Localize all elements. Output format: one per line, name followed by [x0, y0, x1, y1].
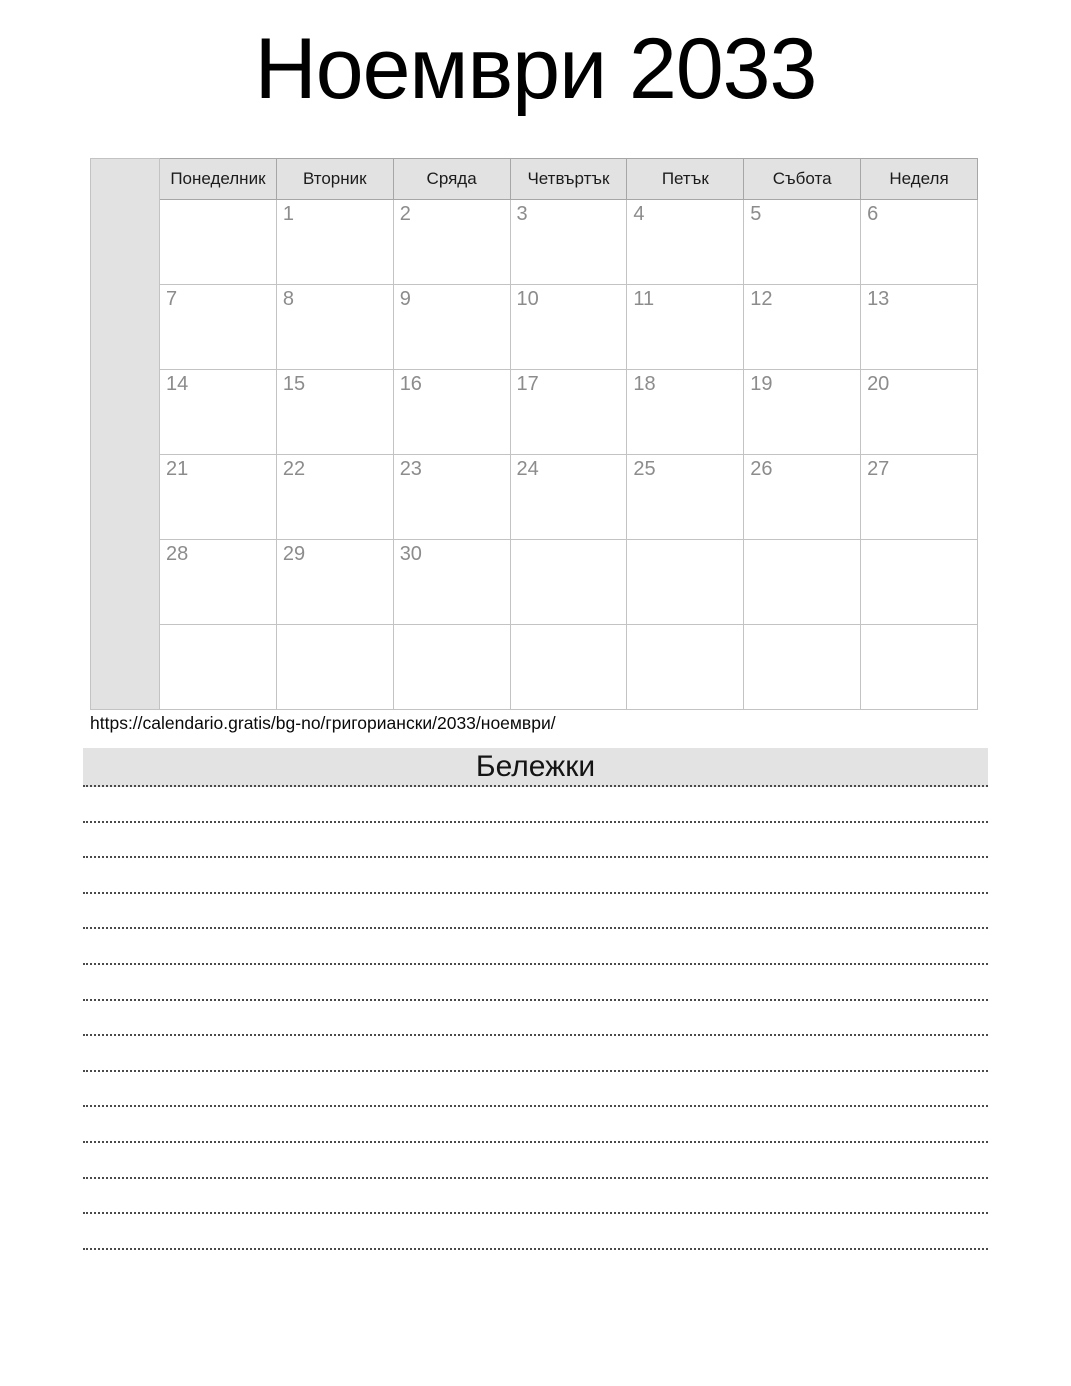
- day-cell: [510, 370, 627, 455]
- note-line: [83, 929, 988, 965]
- day-number: 18: [633, 373, 656, 395]
- day-number: 28: [166, 543, 189, 565]
- day-cell: [393, 370, 510, 455]
- day-number: 9: [399, 288, 411, 310]
- day-cell: [861, 285, 978, 370]
- day-cell: [160, 370, 277, 455]
- day-cell: [744, 200, 861, 285]
- day-cell: [627, 285, 744, 370]
- day-cell: [861, 625, 978, 710]
- notes-header-band: [83, 748, 988, 787]
- note-line: [83, 1214, 988, 1250]
- weekday-header: Вторник: [276, 159, 393, 200]
- day-number: 4: [633, 203, 645, 225]
- day-cell: [160, 625, 277, 710]
- day-cell: [510, 200, 627, 285]
- note-line: [83, 1001, 988, 1037]
- day-number: 11: [633, 288, 655, 310]
- day-cell: [393, 285, 510, 370]
- calendar-header-row: [91, 159, 978, 200]
- weekday-header: Неделя: [861, 159, 978, 200]
- day-cell: [276, 370, 393, 455]
- day-cell: [627, 625, 744, 710]
- calendar-week-row: [91, 370, 978, 455]
- day-cell: [861, 540, 978, 625]
- day-cell: [627, 540, 744, 625]
- day-number: 16: [399, 373, 422, 395]
- calendar-table: [90, 158, 978, 710]
- day-number: 21: [166, 458, 189, 480]
- day-cell: [744, 370, 861, 455]
- note-line: [83, 1143, 988, 1179]
- day-cell: [160, 285, 277, 370]
- notes-title: Бележки: [475, 749, 596, 783]
- day-number: 23: [399, 458, 422, 480]
- day-cell: [744, 285, 861, 370]
- day-cell: [744, 455, 861, 540]
- day-cell: [276, 285, 393, 370]
- day-cell: [276, 540, 393, 625]
- day-number: 27: [867, 458, 890, 480]
- day-cell: [744, 625, 861, 710]
- day-number: 7: [166, 288, 178, 310]
- day-cell: [160, 200, 277, 285]
- calendar-week-row: [91, 625, 978, 710]
- note-line: [83, 787, 988, 823]
- day-number: 12: [750, 288, 773, 310]
- day-cell: [510, 455, 627, 540]
- day-number: 17: [516, 373, 539, 395]
- day-number: 30: [399, 543, 422, 565]
- week-side-column: [91, 159, 160, 710]
- note-line: [83, 1107, 988, 1143]
- day-number: 25: [633, 458, 656, 480]
- day-cell: [627, 370, 744, 455]
- day-cell: [744, 540, 861, 625]
- note-line: [83, 1036, 988, 1072]
- note-line: [83, 823, 988, 859]
- calendar-week-row: [91, 540, 978, 625]
- day-cell: [510, 285, 627, 370]
- day-number: 13: [867, 288, 890, 310]
- note-line: [83, 1179, 988, 1215]
- day-cell: [276, 455, 393, 540]
- day-number: 3: [516, 203, 528, 225]
- day-cell: [393, 540, 510, 625]
- day-number: 29: [282, 543, 306, 565]
- day-cell: [627, 200, 744, 285]
- day-number: 1: [282, 203, 294, 225]
- day-number: 8: [282, 288, 294, 310]
- page-title: Ноември 2033: [254, 21, 817, 117]
- weekday-header: Петък: [627, 159, 744, 200]
- day-number: 10: [516, 288, 539, 310]
- day-cell: [510, 625, 627, 710]
- day-number: 24: [516, 458, 539, 480]
- day-number: 6: [867, 203, 879, 225]
- day-cell: [627, 455, 744, 540]
- day-cell: [160, 455, 277, 540]
- notes-section: [83, 787, 988, 1250]
- day-number: 5: [750, 203, 762, 225]
- weekday-header: Събота: [744, 159, 861, 200]
- day-cell: [393, 200, 510, 285]
- note-line: [83, 858, 988, 894]
- day-cell: [861, 455, 978, 540]
- day-number: 19: [750, 373, 773, 395]
- day-cell: [861, 370, 978, 455]
- day-cell: [276, 200, 393, 285]
- day-number: 20: [867, 373, 890, 395]
- source-url: https://calendario.gratis/bg-no/григориански/2033/ноември/: [90, 713, 556, 733]
- note-line: [83, 1072, 988, 1108]
- day-number: 22: [282, 458, 306, 480]
- calendar-week-row: [91, 200, 978, 285]
- day-cell: [861, 200, 978, 285]
- day-cell: [276, 625, 393, 710]
- day-number: 15: [282, 373, 306, 395]
- day-cell: [393, 625, 510, 710]
- day-number: 26: [750, 458, 773, 480]
- day-cell: [510, 540, 627, 625]
- weekday-header: Четвъртък: [510, 159, 627, 200]
- weekday-header: Сряда: [393, 159, 510, 200]
- day-cell: [160, 540, 277, 625]
- weekday-header: Понеделник: [160, 159, 277, 200]
- day-number: 2: [399, 203, 411, 225]
- note-line: [83, 894, 988, 930]
- calendar-week-row: [91, 455, 978, 540]
- day-number: 14: [166, 373, 189, 395]
- note-line: [83, 965, 988, 1001]
- day-cell: [393, 455, 510, 540]
- calendar-week-row: [91, 285, 978, 370]
